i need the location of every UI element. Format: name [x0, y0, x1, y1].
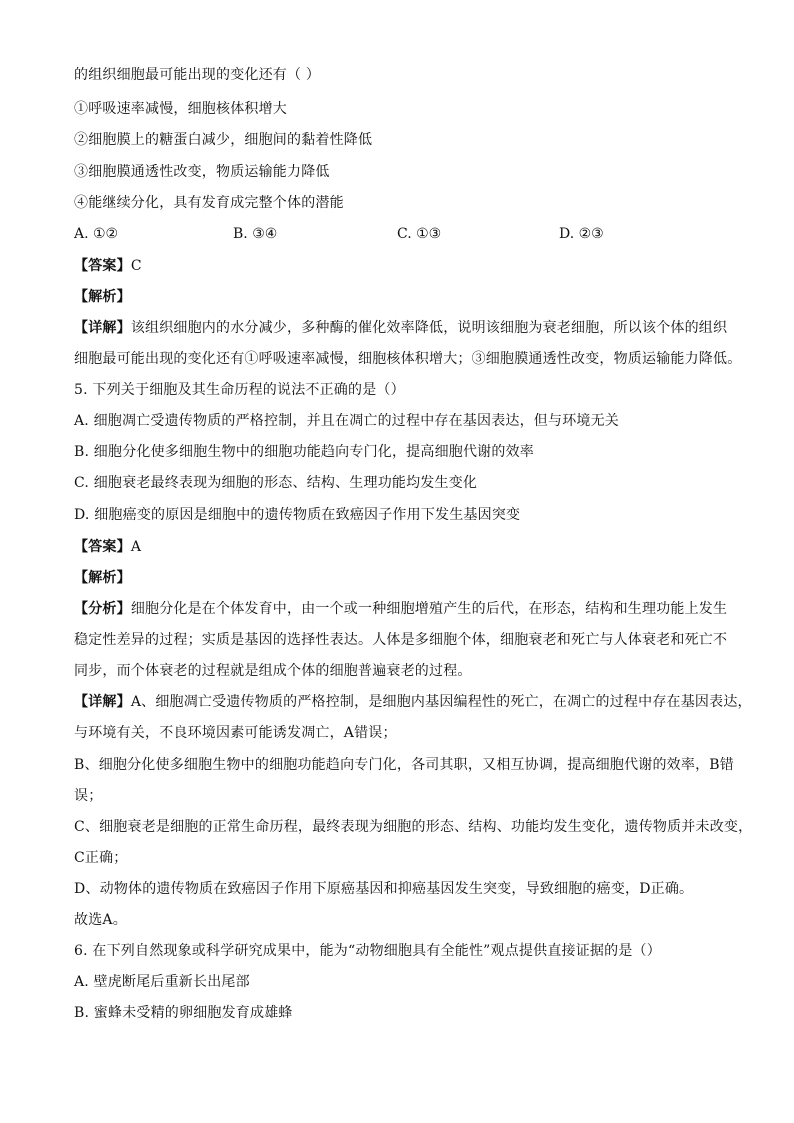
q5-detail-line-4: 误；: [74, 788, 103, 804]
q5-detail-line-2: 与环境有关，不良环境因素可能诱发凋亡，A错误；: [74, 725, 397, 741]
q5-detail-text-1: A、细胞凋亡受遗传物质的严格控制，是细胞内基因编程性的死亡，在凋亡的过程中存在基因表达，: [130, 694, 752, 710]
q4-item-1: ①呼吸速率减慢，细胞核体积增大: [74, 101, 287, 117]
q5-detail-line-3: B、细胞分化使多细胞生物中的细胞功能趋向专门化，各司其职，又相互协调，提高细胞代谢的效率，B错: [74, 757, 734, 773]
q4-item-4: ④能继续分化，具有发育成完整个体的潜能: [74, 195, 344, 211]
q5-detail-line-6: C正确；: [74, 850, 128, 866]
q5-option-c: C. 细胞衰老最终表现为细胞的形态、结构、生理功能均发生变化: [74, 475, 478, 491]
detail-tag: 【详解】: [74, 320, 131, 336]
q4-stem-tail: 的组织细胞最可能出现的变化还有（ ）: [74, 67, 321, 83]
q4-detail-line-2: 细胞最可能出现的变化还有①呼吸速率减慢，细胞核体积增大；③细胞膜通透性改变，物质运输能力降低。: [74, 351, 742, 367]
q5-detail-line-1: [74, 693, 752, 711]
q5-option-d: D. 细胞癌变的原因是细胞中的遗传物质在致癌因子作用下发生基因突变: [74, 507, 521, 523]
answer-value: A: [130, 539, 142, 555]
q5-analysis-line-2: 稳定性差异的过程；实质是基因的选择性表达。人体是多细胞个体，细胞衰老和死亡与人体衰老和死亡不: [74, 632, 728, 648]
q5-analysis-line-1: [74, 600, 727, 618]
q5-analysis-line-3: 同步，而个体衰老的过程就是组成个体的细胞普遍衰老的过程。: [74, 663, 472, 679]
detail-tag: 【详解】: [74, 694, 131, 710]
q4-option-a: A. ①②: [74, 226, 119, 242]
q5-analysis-heading: [74, 569, 131, 587]
q5-conclusion: 故选A。: [74, 912, 127, 928]
q6-stem: 6. 在下列自然现象或科学研究成果中，能为“动物细胞具有全能性”观点提供直接证据的是（）: [74, 943, 661, 959]
q5-option-b: B. 细胞分化使多细胞生物中的细胞功能趋向专门化，提高细胞代谢的效率: [74, 444, 534, 460]
q4-option-d: D. ②③: [559, 226, 604, 242]
q5-analysis-text-1: 细胞分化是在个体发育中，由一个或一种细胞增殖产生的后代，在形态，结构和生理功能上发生: [130, 601, 728, 617]
q4-item-3: ③细胞膜通透性改变，物质运输能力降低: [74, 164, 330, 180]
q4-detail-text-1: 该组织细胞内的水分减少，多种酶的催化效率降低，说明该细胞为衰老细胞，所以该个体的组织: [130, 320, 728, 336]
q4-answer: [74, 257, 142, 275]
q4-option-c: C. ①③: [397, 226, 442, 242]
q4-detail-line-1: [74, 319, 727, 337]
q5-stem: 5. 下列关于细胞及其生命历程的说法不正确的是（）: [74, 382, 405, 398]
answer-tag: 【答案】: [74, 258, 131, 274]
q4-option-b: B. ③④: [233, 226, 278, 242]
q5-option-a: A. 细胞凋亡受遗传物质的严格控制，并且在凋亡的过程中存在基因表达，但与环境无关: [74, 413, 620, 429]
q4-item-2: ②细胞膜上的糖蛋白减少，细胞间的黏着性降低: [74, 132, 373, 148]
q5-detail-line-5: C、细胞衰老是细胞的正常生命历程，最终表现为细胞的形态、结构、功能均发生变化，遗传物质并未改变，: [74, 819, 753, 835]
q6-option-b: B. 蜜蜂未受精的卵细胞发育成雄蜂: [74, 1005, 293, 1021]
analysis-head-tag: 【分析】: [74, 601, 131, 617]
analysis-tag: 【解析】: [74, 570, 131, 586]
answer-value: C: [130, 258, 142, 274]
q5-answer: [74, 538, 141, 556]
q5-detail-line-7: D、动物体的遗传物质在致癌因子作用下原癌基因和抑癌基因发生突变，导致细胞的癌变，D正确。: [74, 881, 694, 897]
analysis-tag: 【解析】: [74, 289, 131, 305]
q6-option-a: A. 壁虎断尾后重新长出尾部: [74, 974, 250, 990]
q4-analysis-heading: [74, 288, 131, 306]
answer-tag: 【答案】: [74, 539, 131, 555]
